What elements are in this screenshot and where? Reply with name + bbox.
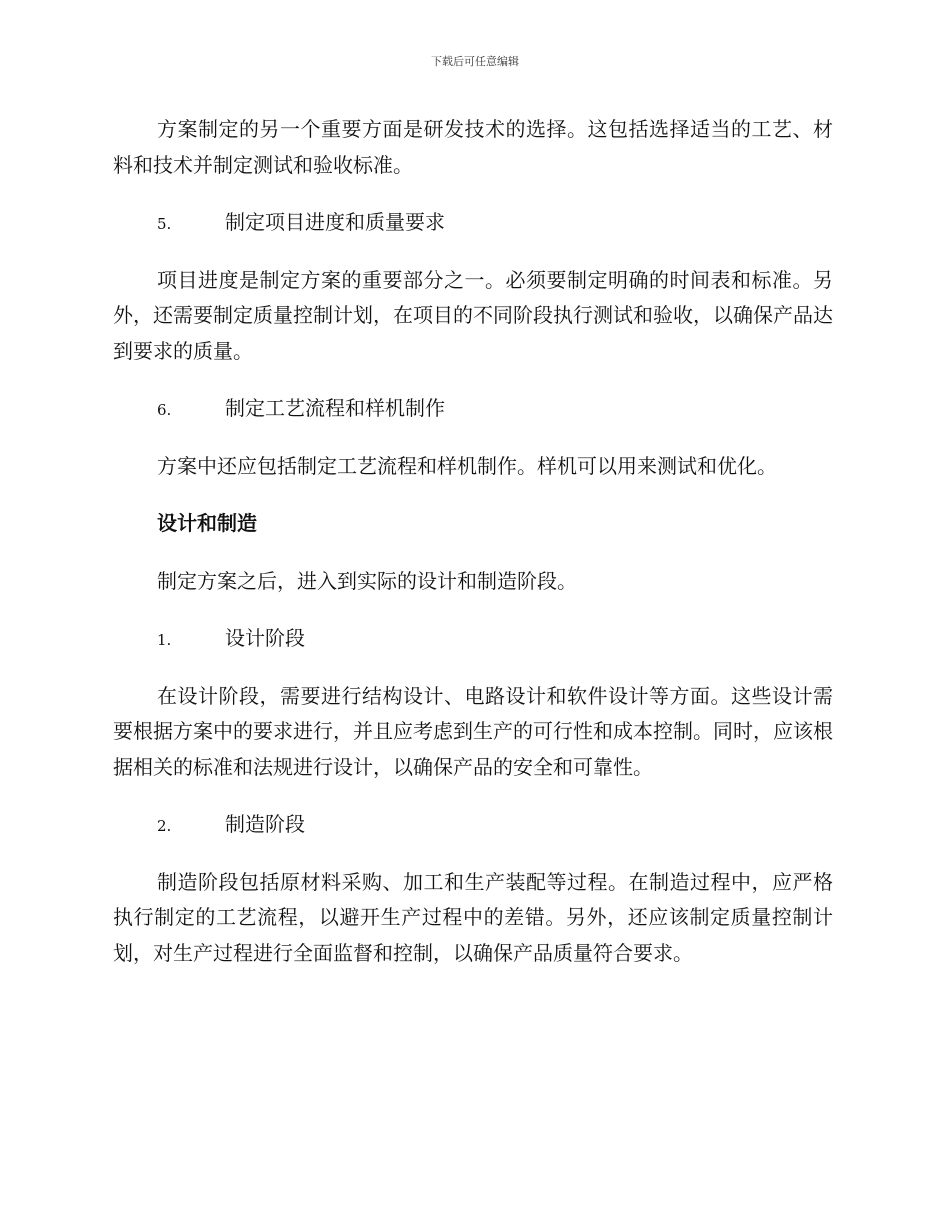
paragraph-gap [113, 542, 833, 564]
paragraph-gap [113, 183, 833, 205]
paragraph-gap [113, 657, 833, 679]
list-item-text: 设计阶段 [225, 626, 305, 650]
paragraph-gap [113, 427, 833, 449]
list-item [113, 621, 833, 657]
paragraph: 方案制定的另一个重要方面是研发技术的选择。这包括选择适当的工艺、材料和技术并制定测试和验收标准。 [113, 117, 833, 177]
paragraph: 制定方案之后，进入到实际的设计和制造阶段。 [157, 568, 577, 593]
list-item [113, 205, 833, 241]
paragraph-gap [113, 484, 833, 506]
paragraph: 项目进度是制定方案的重要部分之一。必须要制定明确的时间表和标准。另外，还需要制定质量控制计划，在项目的不同阶段执行测试和验收，以确保产品达到要求的质量。 [113, 267, 833, 363]
paragraph: 在设计阶段，需要进行结构设计、电路设计和软件设计等方面。这些设计需要根据方案中的要求进行，并且应考虑到生产的可行性和成本控制。同时，应该根据相关的标准和法规进行设计，以确保产品的安全和可靠性。 [113, 683, 833, 779]
list-number: 1. [157, 631, 172, 649]
paragraph: 制造阶段包括原材料采购、加工和生产装配等过程。在制造过程中，应严格执行制定的工艺流程，以避开生产过程中的差错。另外，还应该制定质量控制计划，对生产过程进行全面监督和控制，以确保产品质量符合要求。 [113, 869, 833, 965]
paragraph-gap [113, 843, 833, 865]
list-item-text: 制定项目进度和质量要求 [225, 210, 445, 234]
list-number: 5. [157, 215, 172, 233]
paragraph-gap [113, 241, 833, 263]
list-number: 2. [157, 817, 172, 835]
page-header-note: 下载后可任意编辑 [431, 55, 519, 68]
list-number: 6. [157, 401, 172, 419]
section-heading: 设计和制造 [157, 511, 257, 535]
list-item [113, 391, 833, 427]
list-item-text: 制定工艺流程和样机制作 [225, 396, 445, 420]
paragraph-gap [113, 785, 833, 807]
list-item [113, 807, 833, 843]
list-item-text: 制造阶段 [225, 812, 305, 836]
document-body [113, 112, 833, 971]
paragraph: 方案中还应包括制定工艺流程和样机制作。样机可以用来测试和优化。 [157, 453, 777, 478]
paragraph-gap [113, 369, 833, 391]
paragraph-gap [113, 599, 833, 621]
